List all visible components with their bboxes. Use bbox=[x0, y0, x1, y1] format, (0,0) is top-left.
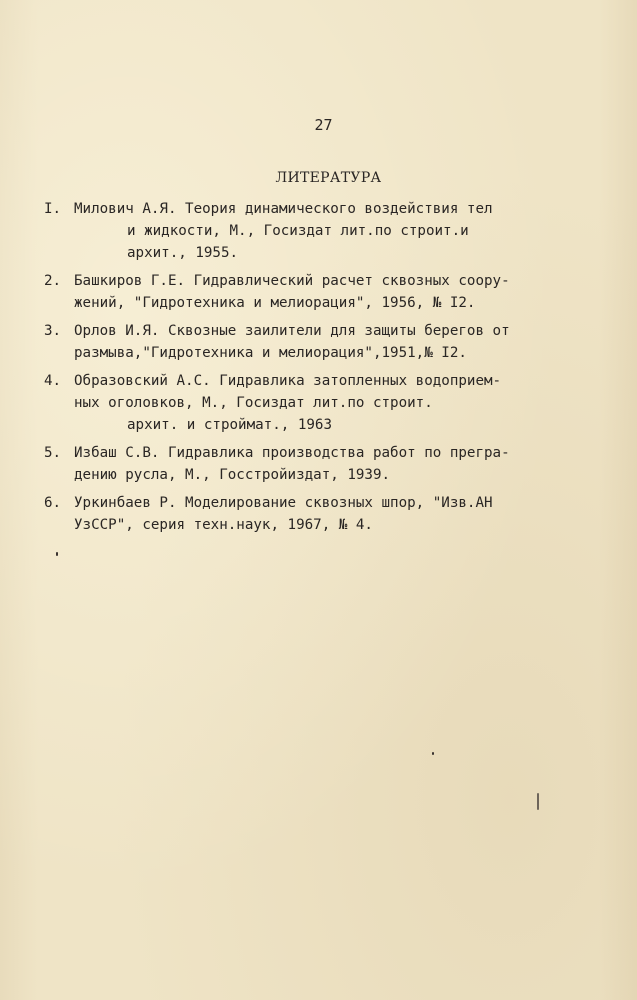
reference-line: и жидкости, М., Госиздат лит.по строит.и bbox=[127, 223, 469, 239]
reference-line: размыва,"Гидротехника и мелиорация",1951,№ I2. bbox=[74, 345, 467, 361]
reference-line: Башкиров Г.Е. Гидравлический расчет сквозных соору- bbox=[74, 273, 510, 289]
reference-line: УзССР", серия техн.наук, 1967, № 4. bbox=[74, 517, 373, 533]
reference-text bbox=[74, 198, 604, 264]
reference-number: 2. bbox=[44, 273, 62, 289]
reference-line: Орлов И.Я. Сквозные заилители для защиты берегов от bbox=[74, 323, 510, 339]
reference-line: Образовский А.С. Гидравлика затопленных водоприем- bbox=[74, 373, 502, 389]
reference-line: дению русла, М., Госстройиздат, 1939. bbox=[74, 467, 391, 483]
reference-text bbox=[74, 442, 604, 486]
reference-line: Милович А.Я. Теория динамического воздействия тел bbox=[74, 201, 493, 217]
reference-number: 3. bbox=[44, 323, 62, 339]
reference-line: Уркинбаев Р. Моделирование сквозных шпор, "Изв.АН bbox=[74, 495, 493, 511]
reference-line: жений, "Гидротехника и мелиорация", 1956, № I2. bbox=[74, 295, 476, 311]
reference-number: 6. bbox=[44, 495, 62, 511]
ink-speck bbox=[56, 552, 58, 556]
reference-text bbox=[74, 492, 604, 536]
reference-line: ных оголовков, М., Госиздат лит.по строит. bbox=[74, 395, 433, 411]
reference-text bbox=[74, 270, 604, 314]
reference-text bbox=[74, 370, 604, 436]
reference-item bbox=[44, 320, 604, 364]
reference-item bbox=[44, 492, 604, 536]
reference-number: I. bbox=[44, 201, 62, 217]
reference-number: 5. bbox=[44, 445, 62, 461]
reference-text bbox=[74, 320, 604, 364]
page-number: 27 bbox=[314, 116, 333, 134]
reference-item bbox=[44, 198, 604, 264]
ink-speck bbox=[432, 752, 434, 755]
reference-line: архит. и строймат., 1963 bbox=[127, 417, 332, 433]
reference-item bbox=[44, 442, 604, 486]
reference-line: Избаш С.В. Гидравлика производства работ по прегра- bbox=[74, 445, 510, 461]
references-heading: ЛИТЕРАТУРА bbox=[275, 170, 382, 186]
reference-number: 4. bbox=[44, 373, 62, 389]
reference-line: архит., 1955. bbox=[127, 245, 239, 261]
ink-mark bbox=[537, 793, 539, 810]
reference-item bbox=[44, 270, 604, 314]
reference-item bbox=[44, 370, 604, 436]
reference-list bbox=[44, 198, 604, 542]
